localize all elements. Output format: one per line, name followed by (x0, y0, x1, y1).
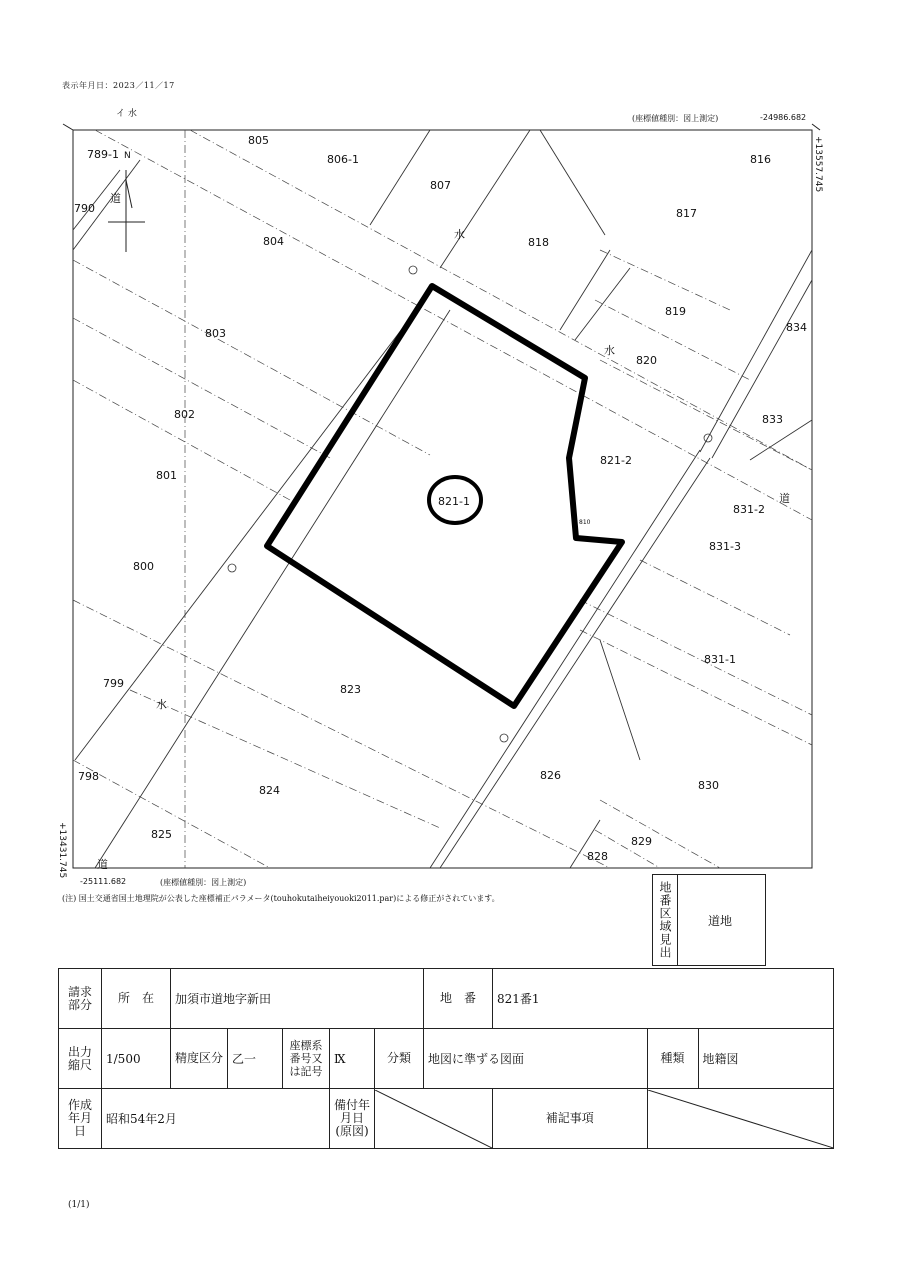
precision-label: 精度区分 (171, 1029, 228, 1089)
parcel-label: 799 (103, 677, 124, 690)
marker-circles (228, 266, 712, 742)
remark-date-label: 備付年月日(原図) (330, 1089, 375, 1149)
parcel-label: 825 (151, 828, 172, 841)
info-table (58, 968, 834, 1149)
parcel-label: 817 (676, 207, 697, 220)
parcel-label: 834 (786, 321, 807, 334)
parcel-label: 819 (665, 305, 686, 318)
parcel-label: 818 (528, 236, 549, 249)
parcel-label: 821-2 (600, 454, 632, 467)
water-label: 水 (604, 344, 615, 357)
parcel-label: 824 (259, 784, 280, 797)
north-label: N (124, 151, 131, 161)
print-date: 表示年月日：2023／11／17 (62, 81, 175, 90)
parcel-label: 831-2 (733, 503, 765, 516)
road-label: 道 (779, 492, 790, 505)
chiban-label: 地番区域見出 (653, 875, 678, 965)
road-label: 道 (97, 858, 108, 871)
parcel-label: 800 (133, 560, 154, 573)
kind-label: 種類 (647, 1029, 698, 1089)
parcel-label: 803 (205, 327, 226, 340)
coord-x-top: -24986.682 (760, 113, 807, 122)
parcel-label: 789-1 (87, 148, 119, 161)
remark-value (647, 1089, 834, 1149)
chiban-area-box (652, 874, 766, 966)
location-label: 所 在 (102, 969, 171, 1029)
parcel-label: 806-1 (327, 153, 359, 166)
parcel-label: 820 (636, 354, 657, 367)
water-label: 水 (156, 698, 167, 711)
parcel-label: 828 (587, 850, 608, 863)
applicant-label: 請求部分 (59, 969, 102, 1029)
created-value: 昭和54年2月 (102, 1089, 330, 1149)
coord-y-left: +13431.745 (57, 822, 67, 879)
parcel-label: 807 (430, 179, 451, 192)
parcel-label: 804 (263, 235, 284, 248)
class-label: 分類 (375, 1029, 424, 1089)
parcel-label: 802 (174, 408, 195, 421)
parcel-label: 831-1 (704, 653, 736, 666)
parcel-label: 790 (74, 202, 95, 215)
remark-label: 補記事項 (493, 1089, 648, 1149)
coord-x-bottom: -25111.682 (80, 877, 127, 886)
parcel-label-highlight: 821-1 (438, 495, 470, 508)
coord-system-value: Ⅸ (330, 1029, 375, 1089)
lot-value: 821番1 (493, 969, 834, 1029)
correction-note: (注) 国土交通省国土地理院が公表した座標補正パラメータ(touhokutaiheiyouoki2011.par)による修正がされています。 (62, 894, 500, 903)
parcel-label: 805 (248, 134, 269, 147)
water-label: 水 (454, 228, 465, 241)
coord-y-right: +13557.745 (813, 136, 823, 193)
created-label: 作成年月日 (59, 1089, 102, 1149)
parcel-label: 830 (698, 779, 719, 792)
location-value: 加須市道地字新田 (171, 969, 424, 1029)
north-arrow (108, 170, 145, 252)
chiban-value: 道地 (708, 914, 733, 928)
parcel-label: 831-3 (709, 540, 741, 553)
class-value: 地図に準ずる図面 (424, 1029, 648, 1089)
parcel-label: 826 (540, 769, 561, 782)
coord-system-label: 座標系番号又は記号 (283, 1029, 330, 1089)
parcel-label: 829 (631, 835, 652, 848)
parcel-label: 823 (340, 683, 361, 696)
road-label: 道 (110, 192, 121, 205)
coord-type-bottom: (座標値種別：図上測定) (160, 878, 247, 887)
coord-type-top: (座標値種別：図上測定) (632, 114, 719, 123)
scale-label: 出力縮尺 (59, 1029, 102, 1089)
parcel-label: 816 (750, 153, 771, 166)
lot-label: 地 番 (424, 969, 493, 1029)
parcel-label: 833 (762, 413, 783, 426)
precision-value: 乙一 (228, 1029, 283, 1089)
parcel-label: 798 (78, 770, 99, 783)
remark-date-value (375, 1089, 493, 1149)
corner-note: イ 水 (116, 109, 137, 119)
small-mark: 810 (579, 519, 591, 526)
parcel-label: 801 (156, 469, 177, 482)
scale-value: 1/500 (102, 1029, 171, 1089)
kind-value: 地籍図 (698, 1029, 834, 1089)
page-number: (1/1) (68, 1200, 90, 1210)
